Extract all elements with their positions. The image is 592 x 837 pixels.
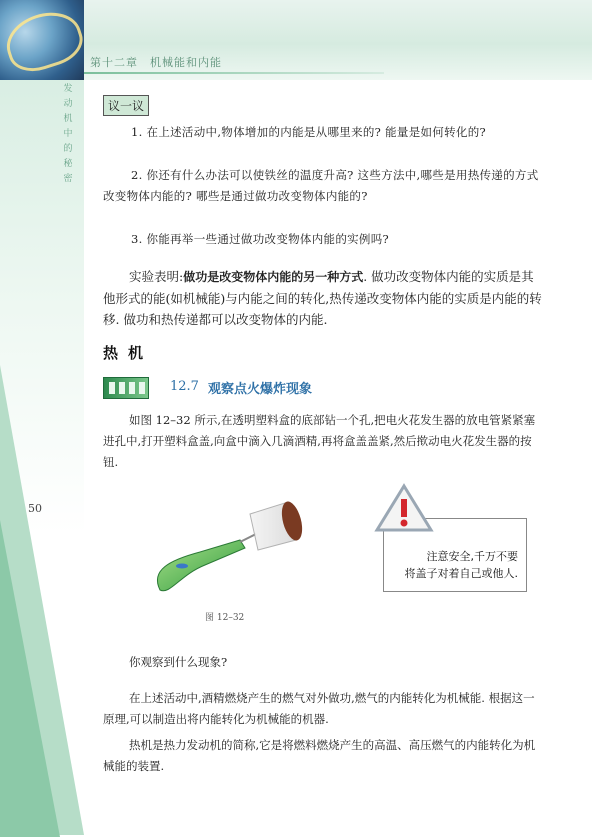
discuss-question-1: 1. 在上述活动中,物体增加的内能是从哪里来的? 能量是如何转化的? [131,125,486,139]
figure-caption: 图 12–32 [205,613,245,623]
chapter-title: 第十二章 机械能和内能 [90,56,222,69]
discuss-question-2: 2. 你还有什么办法可以使铁丝的温度升高? 这些方法中,哪些是用热传递的方式改变物体内能的? 哪些是通过做功改变物体内能的? [103,168,539,203]
activity-icon [103,377,149,399]
spark-generator-illustration [150,490,330,600]
warning-icon [374,483,434,533]
page-number: 50 [28,502,42,515]
side-decoration-dark [0,520,60,837]
activity-title: 观察点火爆炸现象 [208,382,313,397]
warning-text [392,548,518,582]
header-divider [84,72,384,74]
activity-instructions: 如图 12–32 所示,在透明塑料盒的底部钻一个孔,把电火花发生器的放电管紧紧塞进孔中,打开塑料盒盖,向盒中滴入几滴酒精,再将盒盖盖紧,然后揿动电火花发生器的按钮. [103,413,536,469]
conclusion-paragraph [103,266,545,330]
explanation-paragraph: 在上述活动中,酒精燃烧产生的燃气对外做功,燃气的内能转化为机械能. 根据这一原理,可以制造出将内能转化为机械能的机器. [103,691,535,726]
discuss-tag: 议一议 [103,95,149,116]
corner-illustration [0,0,84,80]
section-title: 热机 [103,344,154,362]
side-section-title: 发动机中的秘密 [63,84,73,184]
discuss-question-3: 3. 你能再举一些通过做功改变物体内能的实例吗? [131,232,389,246]
conclusion-prefix: 实验表明: [129,269,184,284]
conclusion-body: . 做功改变物体内能的实质是其他形式的能(如机械能)与内能之间的转化,热传递改变物体内能的实质是内能的转移. 做功和热传递都可以改变物体的内能. [103,269,542,327]
warning-line-1: 注意安全,千万不要 [426,550,518,563]
warning-line-2: 将盖子对着自己或他人. [404,567,518,580]
observation-question: 你观察到什么现象? [129,655,228,669]
activity-number: 12.7 [170,379,199,394]
heat-engine-definition: 热机是热力发动机的简称,它是将燃料燃烧产生的高温、高压燃气的内能转化为机械能的装置. [103,738,536,773]
conclusion-key-statement: 做功是改变物体内能的另一种方式 [183,270,364,284]
